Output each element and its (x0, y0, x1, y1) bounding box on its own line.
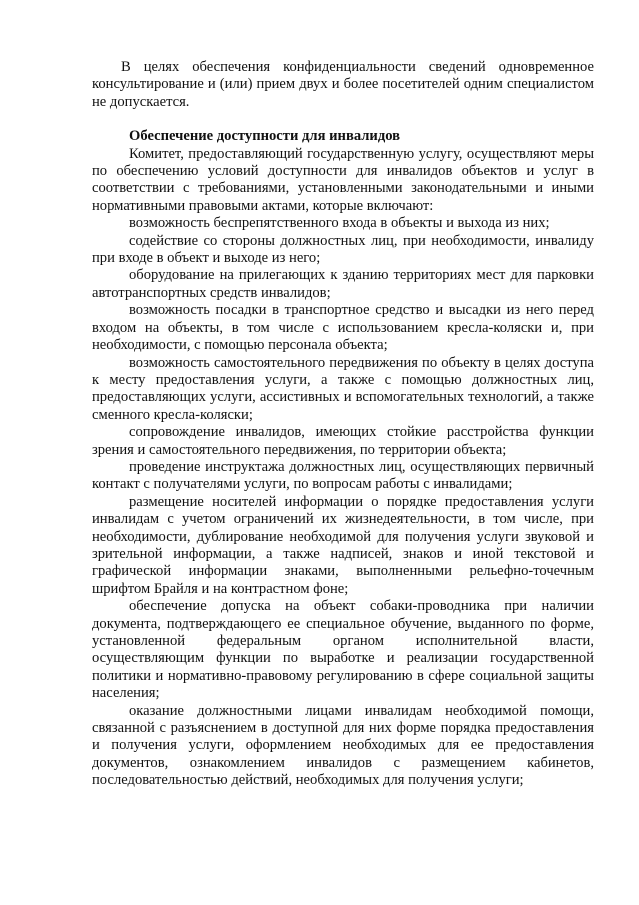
document-page (92, 59, 594, 790)
paragraph: оказание должностными лицами инвалидам необходимой помощи, связанной с разъяснением в доступной для них форме порядка предоставления и получения услуги, оформлением необходимых для ее предоставления документов, ознакомлением инвалидов с размещением кабинетов, последовательностью действий, необходимых для получения услуги; (92, 702, 594, 789)
paragraph: Комитет, предоставляющий государственную услугу, осуществляют меры по обеспечению условий доступности для инвалидов объектов и услуг в соответствии с требованиями, установленными законодательными и иными нормативными правовыми актами, которые включают: (92, 145, 594, 214)
paragraph: возможность самостоятельного передвижения по объекту в целях доступа к месту предоставления услуги, а также с помощью должностных лиц, предоставляющих услуги, ассистивных и вспомогательных технологий, а также сменного кресла-коляски; (92, 354, 594, 423)
section-heading: Обеспечение доступности для инвалидов (129, 128, 401, 145)
paragraph: сопровождение инвалидов, имеющих стойкие расстройства функции зрения и самостоятельного передвижения, по территории объекта; (92, 424, 594, 458)
paragraph: проведение инструктажа должностных лиц, осуществляющих первичный контакт с получателями услуги, по вопросам работы с инвалидами; (92, 458, 594, 493)
paragraph: размещение носителей информации о порядке предоставления услуги инвалидам с учетом ограничений их жизнедеятельности, в том числе, при необходимости, дублирование необходимой для получения услуги звуковой и зрительной информации, а также надписей, знаков и иной текстовой и графической информации знаками, выполненными рельефно-точечным шрифтом Брайля и на контрастном фоне; (92, 493, 594, 597)
intro-paragraph: В целях обеспечения конфиденциальности сведений одновременное консультирование и (или) прием двух и более посетителей одним специалистом не допускается. (92, 59, 594, 110)
paragraph: обеспечение допуска на объект собаки-проводника при наличии документа, подтверждающего ее специальное обучение, выданного по форме, установленной федеральным органом исполнительной власти, осуществляющим функции по выработке и реализации государственной политики и нормативно-правовому регулированию в сфере социальной защиты населения; (92, 598, 594, 702)
paragraph: оборудование на прилегающих к зданию территориях мест для парковки автотранспортных средств инвалидов; (92, 267, 594, 301)
paragraph: возможность беспрепятственного входа в объекты и выхода из них; (129, 215, 550, 232)
paragraph: возможность посадки в транспортное средство и высадки из него перед входом на объекты, в том числе с использованием кресла-коляски и, при необходимости, с помощью персонала объекта; (92, 302, 594, 354)
paragraph: содействие со стороны должностных лиц, при необходимости, инвалиду при входе в объект и выходе из него; (92, 232, 594, 267)
